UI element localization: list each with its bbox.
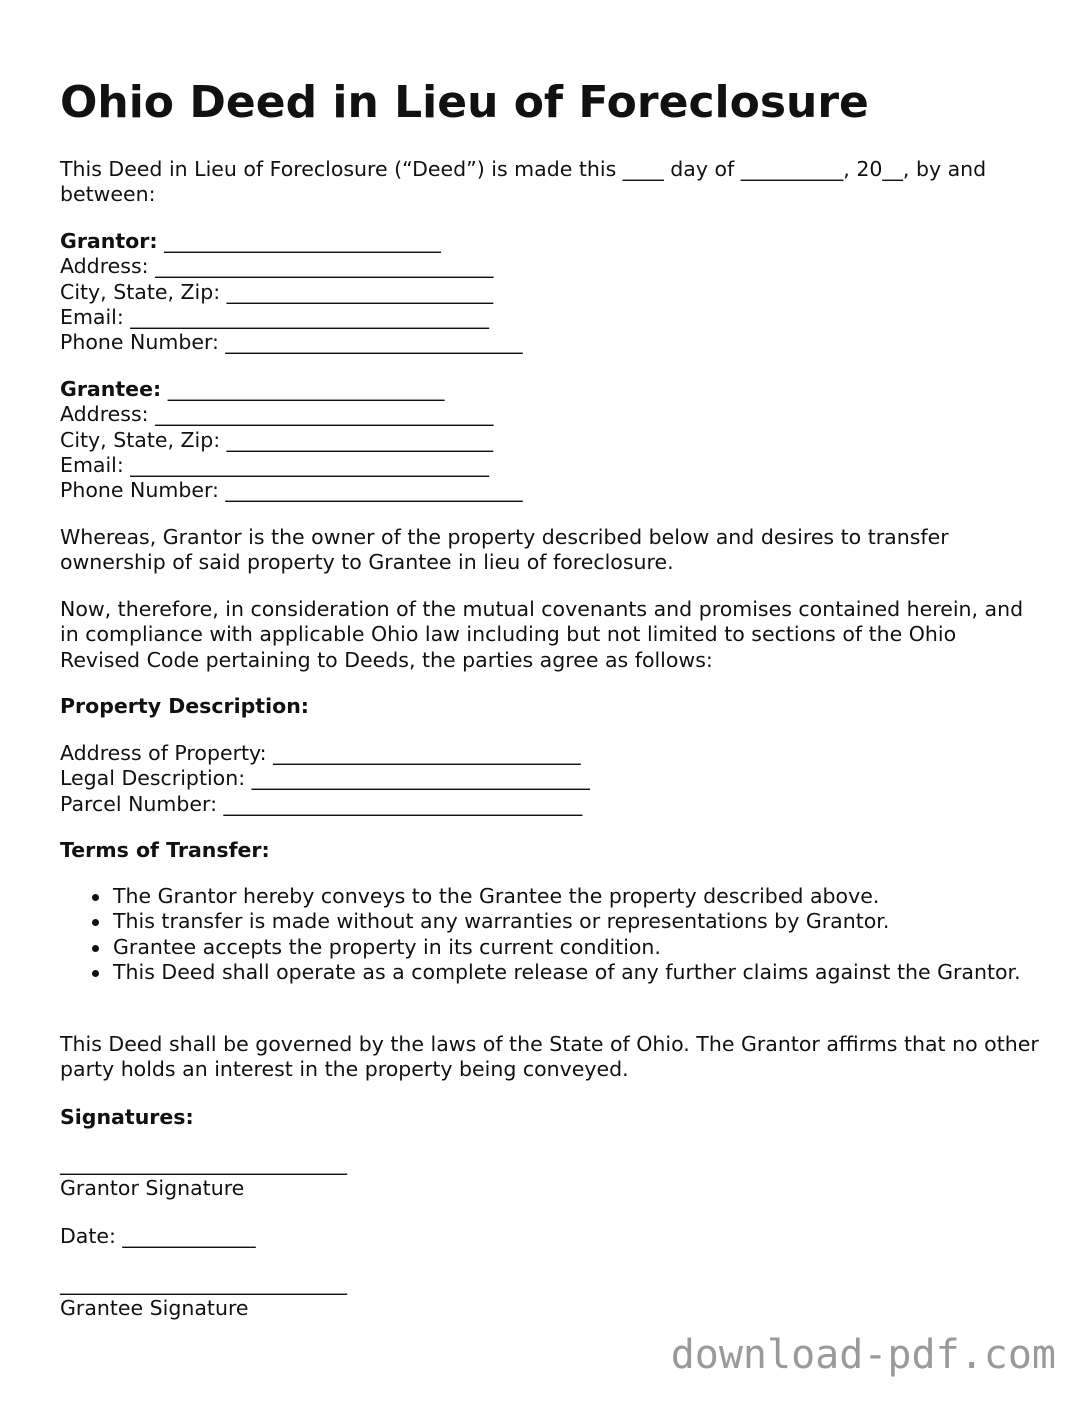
signatures-heading: Signatures: [60,1105,194,1129]
property-address: Address of Property: ______________________________ [60,741,581,765]
grantor-signature-line: ____________________________ [60,1151,347,1175]
property-heading: Property Description: [60,694,309,718]
property-parcel-number: Parcel Number: ___________________________________ [60,791,583,816]
terms-list [60,884,1053,985]
grantee-heading-line [60,377,1040,402]
grantee-heading: Grantee: [60,377,162,401]
whereas-paragraph: Whereas, Grantor is the owner of the property described below and desires to transfer ownership of said property to Grantee in lieu of foreclosure. [60,525,949,575]
grantee-signature-label: Grantee Signature [60,1296,249,1321]
property-section [60,741,1040,817]
grantor-heading: Grantor: [60,229,158,253]
terms-list-item: Grantee accepts the property in its current condition. [113,935,1053,960]
grantor-phone: Phone Number: _____________________________ [60,330,523,355]
grantor-city-state-zip: City, State, Zip: __________________________ [60,279,494,304]
grantor-signature-label: Grantor Signature [60,1176,245,1201]
property-legal-description: Legal Description: _________________________________ [60,766,590,791]
grantee-city-state-zip: City, State, Zip: __________________________ [60,427,494,452]
grantee-signature-line: ____________________________ [60,1271,347,1295]
terms-list-item: This Deed shall operate as a complete release of any further claims against the Grantor. [113,960,1053,985]
grantor-address: Address: _________________________________ [60,254,494,279]
grantor-name-blank: ___________________________ [157,229,441,253]
grantor-signature-block [60,1151,1040,1202]
grantor-section [60,229,1040,355]
governing-law-paragraph: This Deed shall be governed by the laws of the State of Ohio. The Grantor affirms that no other party holds an interest in the property being conveyed. [60,1032,1039,1082]
grantee-signature-block [60,1271,1040,1322]
terms-list-item: This transfer is made without any warranties or representations by Grantor. [113,909,1053,934]
grantee-name-blank: ___________________________ [161,377,445,401]
grantee-email: Email: ___________________________________ [60,452,490,477]
intro-paragraph: This Deed in Lieu of Foreclosure (“Deed”) is made this ____ day of __________, 20__, by and between: [60,157,987,207]
grantee-section [60,377,1040,503]
signature-date: Date: _____________ [60,1224,256,1248]
now-therefore-paragraph: Now, therefore, in consideration of the mutual covenants and promises contained herein, and in compliance with applicable Ohio law including but not limited to sections of the Ohio Revised Code pertaining to Deeds, the parties agree as follows: [60,597,1024,672]
watermark: download-pdf.com [670,1332,1056,1378]
terms-heading: Terms of Transfer: [60,838,270,862]
grantor-email: Email: ___________________________________ [60,304,490,329]
document-title: Ohio Deed in Lieu of Foreclosure [60,77,869,128]
terms-list-item: The Grantor hereby conveys to the Grantee the property described above. [113,884,1053,909]
grantee-phone: Phone Number: _____________________________ [60,478,523,503]
grantee-address: Address: _________________________________ [60,402,494,427]
grantor-heading-line [60,229,1040,254]
